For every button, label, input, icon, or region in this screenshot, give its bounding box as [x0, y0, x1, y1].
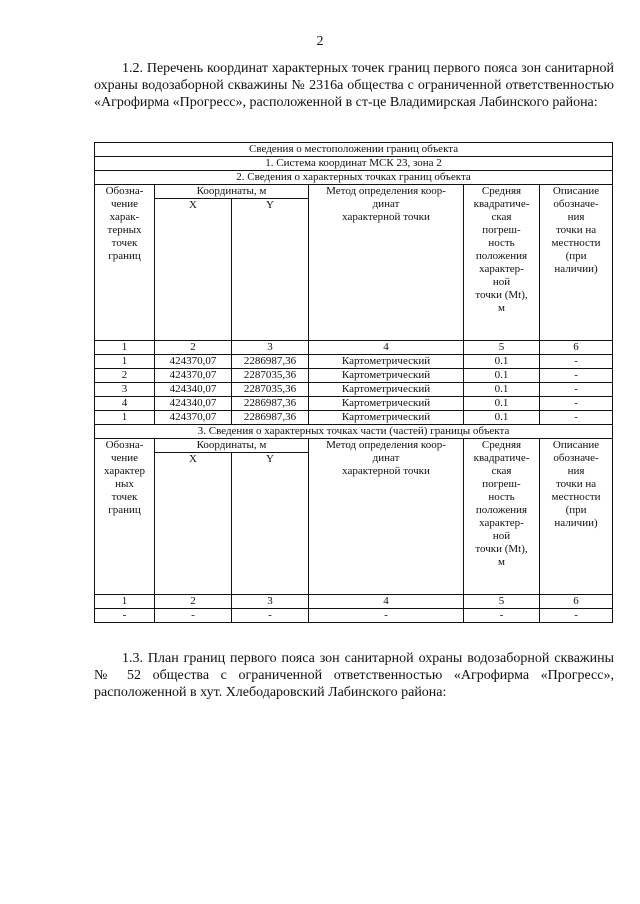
- header-method: Метод определения коор- динат характерной точки: [309, 185, 464, 341]
- table-title: Сведения о местоположении границ объекта: [95, 143, 613, 157]
- cell: 424370,07: [155, 369, 232, 383]
- col-number: 3: [232, 595, 309, 609]
- cell: -: [540, 383, 613, 397]
- column-numbers-row: [95, 595, 613, 609]
- table-row: [95, 411, 613, 425]
- cell: 424340,07: [155, 383, 232, 397]
- col-number: 4: [309, 595, 464, 609]
- col-number: 6: [540, 595, 613, 609]
- cell: 1: [95, 355, 155, 369]
- cell: -: [309, 609, 464, 623]
- cell: 1: [95, 411, 155, 425]
- table-row: [95, 609, 613, 623]
- page-number: 2: [316, 34, 324, 49]
- section-coordinate-system: 1. Система координат МСК 23, зона 2: [95, 157, 613, 171]
- cell: -: [464, 609, 540, 623]
- paragraph-1-3: 1.3. План границ первого пояса зон санитарной охраны водозаборной скважины № 52 общества с ограниченной ответственностью «Агрофирма «Прогресс», расположенной в хут. Хлебодаровский Лабинского района:: [94, 651, 614, 700]
- header-x: X: [155, 453, 232, 595]
- header-y: Y: [232, 199, 309, 341]
- cell: 4: [95, 397, 155, 411]
- header-accuracy: Средняя квадратиче- ская погреш- ность положения характер- ной точки (Mt), м: [464, 185, 540, 341]
- header-description: Описание обозначе- ния точки на местности (при наличии): [540, 439, 613, 595]
- table-row: [95, 397, 613, 411]
- cell: -: [540, 397, 613, 411]
- cell: Картометрический: [309, 369, 464, 383]
- col-number: 3: [232, 341, 309, 355]
- cell: 424340,07: [155, 397, 232, 411]
- cell: 2286987,36: [232, 411, 309, 425]
- col-number: 6: [540, 341, 613, 355]
- header-point-designation: Обозна- чение характер ных точек границ: [95, 439, 155, 595]
- cell: 424370,07: [155, 355, 232, 369]
- cell: 0.1: [464, 383, 540, 397]
- cell: 0.1: [464, 411, 540, 425]
- cell: Картометрический: [309, 383, 464, 397]
- section-part-boundary-points: 3. Сведения о характерных точках части (частей) границы объекта: [95, 425, 613, 439]
- cell: Картометрический: [309, 355, 464, 369]
- section-boundary-points: 2. Сведения о характерных точках границ объекта: [95, 171, 613, 185]
- col-number: 1: [95, 341, 155, 355]
- table-row: [95, 369, 613, 383]
- col-number: 5: [464, 595, 540, 609]
- cell: 0.1: [464, 397, 540, 411]
- header-x: X: [155, 199, 232, 341]
- header-y: Y: [232, 453, 309, 595]
- cell: 2287035,36: [232, 369, 309, 383]
- cell: -: [95, 609, 155, 623]
- col-number: 2: [155, 595, 232, 609]
- col-number: 5: [464, 341, 540, 355]
- header-point-designation: Обозна- чение харак- терных точек границ: [95, 185, 155, 341]
- cell: 424370,07: [155, 411, 232, 425]
- cell: -: [540, 355, 613, 369]
- table-row: [95, 383, 613, 397]
- header-coordinates: Координаты, м: [155, 185, 309, 199]
- cell: 2287035,36: [232, 383, 309, 397]
- cell: 0.1: [464, 369, 540, 383]
- cell: 2286987,36: [232, 397, 309, 411]
- col-number: 4: [309, 341, 464, 355]
- cell: 2286987,36: [232, 355, 309, 369]
- col-number: 1: [95, 595, 155, 609]
- cell: -: [155, 609, 232, 623]
- table-row: [95, 355, 613, 369]
- column-numbers-row: [95, 341, 613, 355]
- cell: -: [232, 609, 309, 623]
- coordinates-table: [94, 142, 613, 623]
- header-coordinates: Координаты, м: [155, 439, 309, 453]
- cell: Картометрический: [309, 397, 464, 411]
- cell: -: [540, 609, 613, 623]
- cell: -: [540, 369, 613, 383]
- header-method: Метод определения коор- динат характерной точки: [309, 439, 464, 595]
- cell: 0.1: [464, 355, 540, 369]
- cell: Картометрический: [309, 411, 464, 425]
- cell: -: [540, 411, 613, 425]
- cell: 3: [95, 383, 155, 397]
- header-description: Описание обозначе- ния точки на местности (при наличии): [540, 185, 613, 341]
- cell: 2: [95, 369, 155, 383]
- col-number: 2: [155, 341, 232, 355]
- header-accuracy: Средняя квадратиче- ская погреш- ность положения характер- ной точки (Mt), м: [464, 439, 540, 595]
- paragraph-1-2: 1.2. Перечень координат характерных точек границ первого пояса зон санитарной охраны водозаборной скважины № 2316а общества с ограниченной ответственностью «Агрофирма «Прогресс», расположенной в ст-це Владимирская Лабинского района:: [94, 61, 614, 110]
